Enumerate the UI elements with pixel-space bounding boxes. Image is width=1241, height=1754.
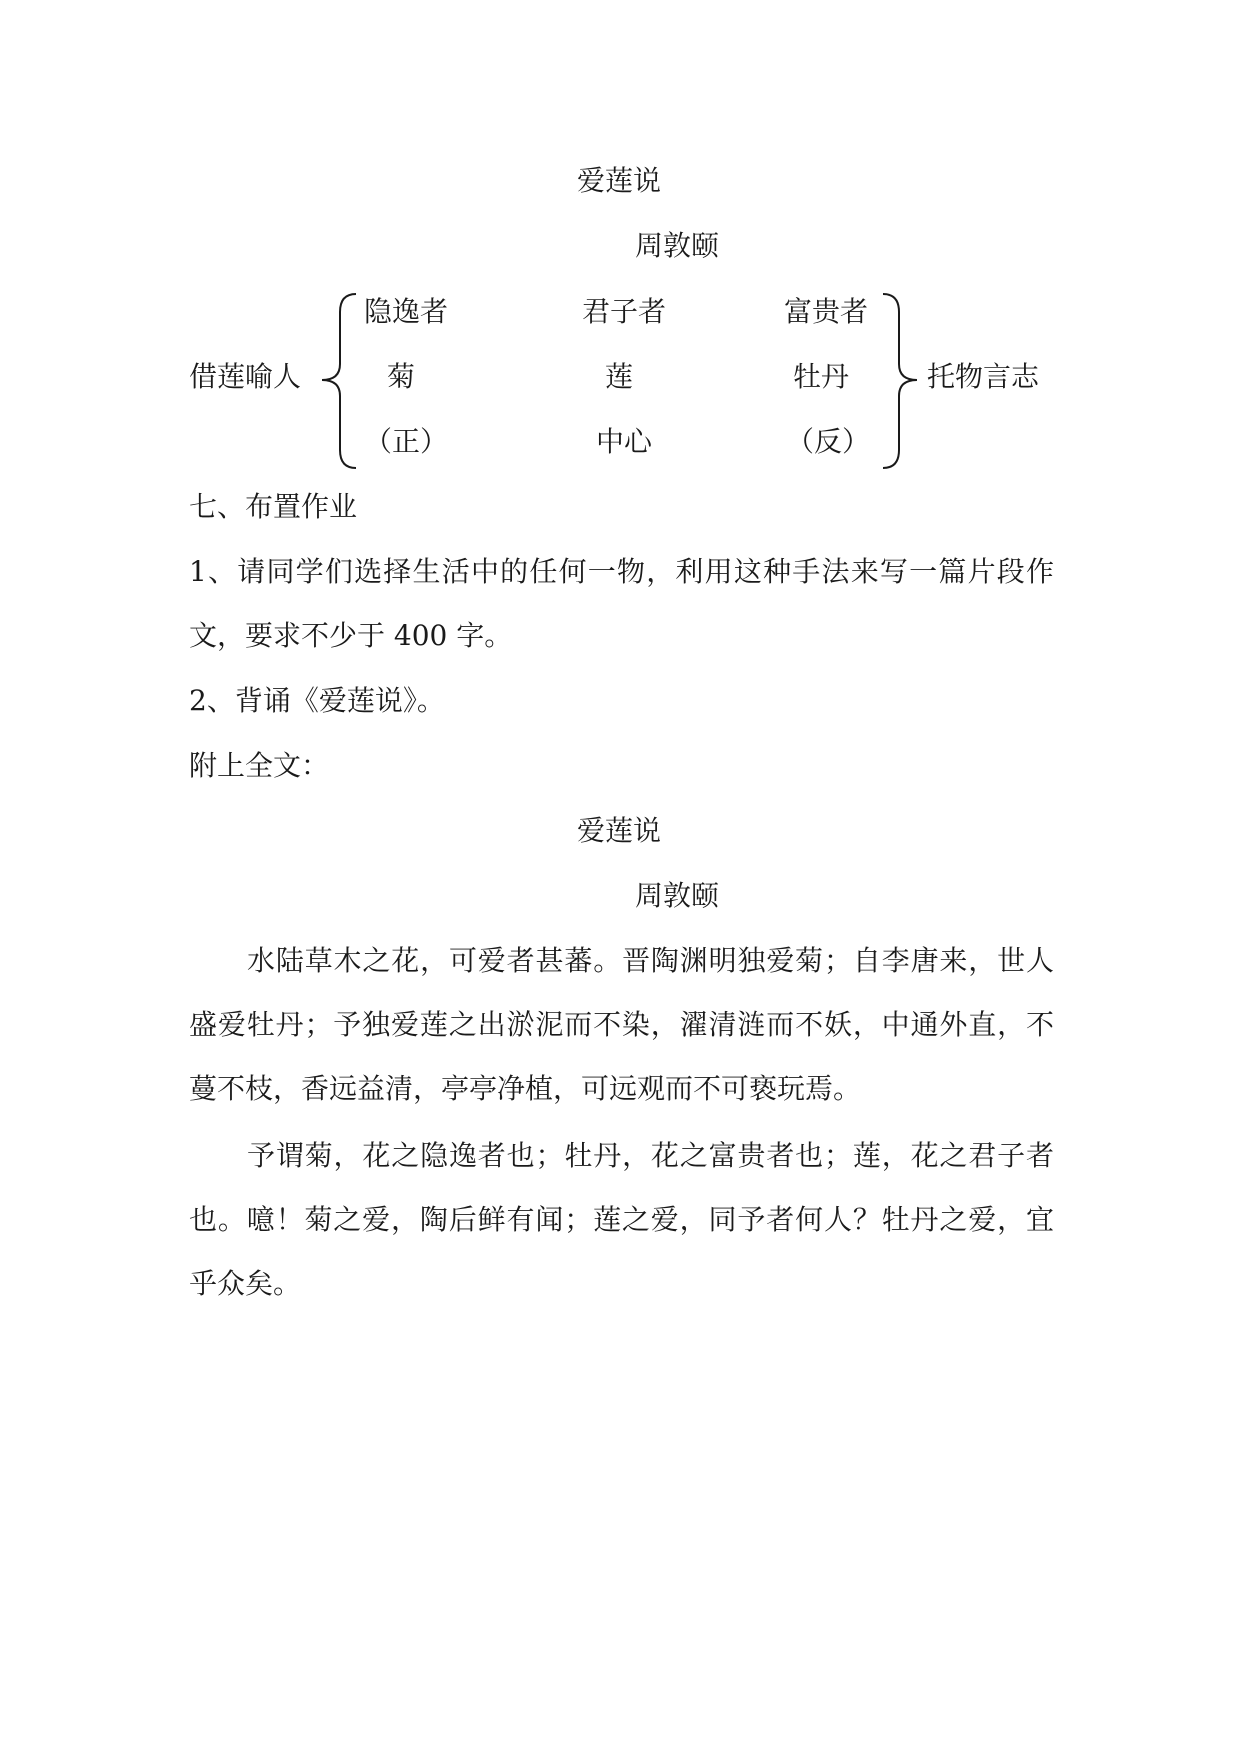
essay-paragraph-1: 水陆草木之花，可爱者甚蕃。晋陶渊明独爱菊；自李唐来，世人盛爱牡丹；予独爱莲之出淤泥而不染，濯清涟而不妖，中通外直，不蔓不枝，香远益清，亭亭净植，可远观而不可亵玩焉。 (189, 944, 1054, 1105)
author-name: 周敦颐 (635, 229, 720, 262)
homework-item-1: 1、请同学们选择生活中的任何一物，利用这种手法来写一篇片段作文，要求不少于 400 字。 (189, 555, 1054, 652)
column-gentleman-type: 君子者 (582, 295, 667, 328)
page-title: 爱莲说 (577, 164, 662, 197)
homework-item-2: 2、背诵《爱莲说》。 (189, 684, 445, 717)
diagram-left-label: 借莲喻人 (189, 360, 302, 393)
column-recluse-note: （正） (364, 425, 449, 458)
appendix-title: 爱莲说 (577, 814, 662, 847)
appendix-author: 周敦颐 (635, 879, 720, 912)
column-wealthy-note: （反） (786, 425, 871, 458)
column-gentleman-flower: 莲 (605, 360, 634, 393)
column-gentleman-note: 中心 (596, 425, 653, 458)
column-recluse-flower: 菊 (387, 360, 416, 393)
appendix-heading: 附上全文： (189, 749, 330, 782)
column-recluse-type: 隐逸者 (364, 295, 449, 328)
right-brace-icon (879, 292, 923, 472)
homework-heading: 七、布置作业 (189, 490, 358, 523)
column-wealthy-flower: 牡丹 (793, 360, 850, 393)
column-wealthy-type: 富贵者 (784, 295, 869, 328)
diagram-right-label: 托物言志 (927, 360, 1040, 393)
left-brace-icon (316, 292, 360, 472)
essay-paragraph-2: 予谓菊，花之隐逸者也；牡丹，花之富贵者也；莲，花之君子者也。噫！菊之爱，陶后鲜有闻；莲之爱，同予者何人？牡丹之爱，宜乎众矣。 (189, 1139, 1054, 1300)
